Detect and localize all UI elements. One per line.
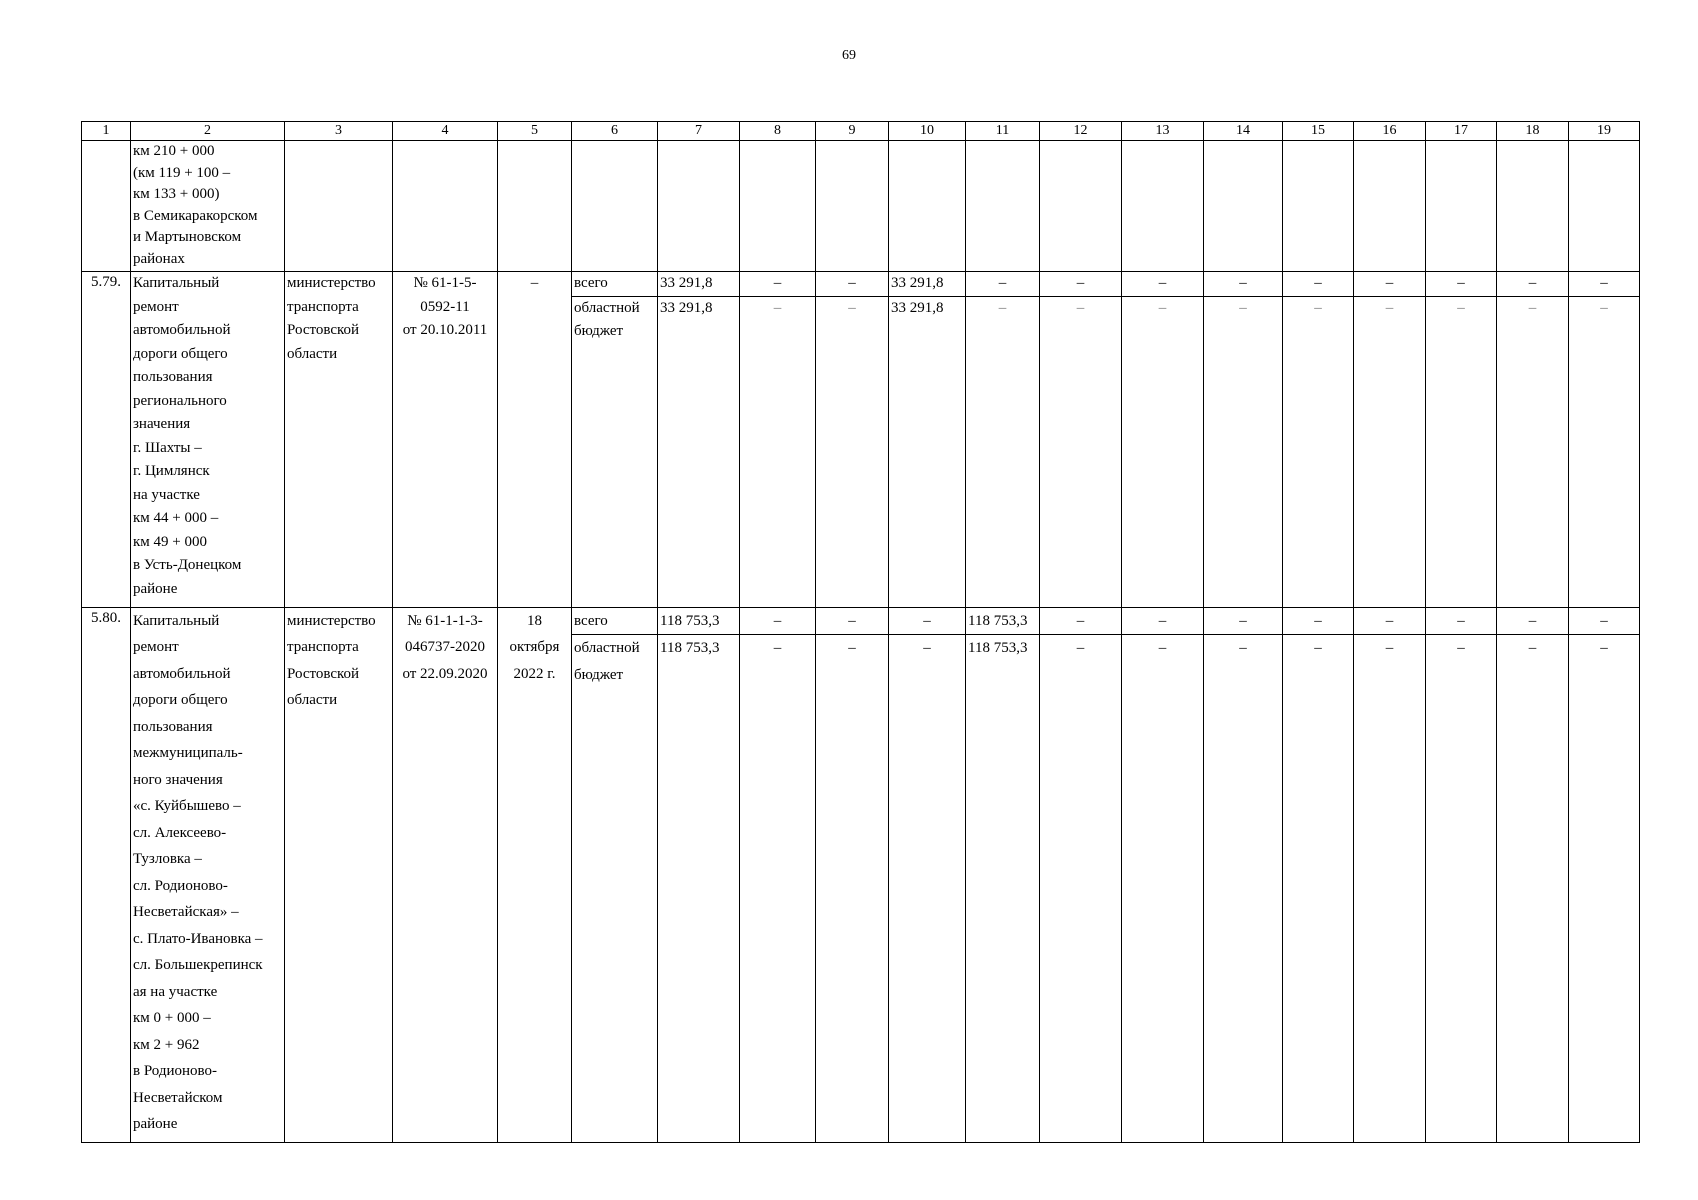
amount-cell: –	[889, 635, 966, 1143]
completion-date: –	[498, 272, 572, 608]
amount-cell: –	[1040, 607, 1122, 635]
amount-cell: –	[1122, 296, 1204, 607]
amount-cell: –	[816, 607, 889, 635]
amount-cell: –	[1426, 296, 1497, 607]
amount-cell: –	[1569, 296, 1640, 607]
amount-cell: –	[1040, 296, 1122, 607]
column-number: 2	[131, 122, 285, 141]
page-number: 69	[842, 48, 856, 63]
amount-cell: 118 753,3	[966, 635, 1040, 1143]
funding-source-label: всего	[572, 272, 658, 297]
empty-cell	[816, 141, 889, 272]
amount-cell: –	[1497, 272, 1569, 297]
amount-cell: –	[1497, 607, 1569, 635]
amount-cell: –	[1204, 607, 1283, 635]
customer-name: министерство транспорта Ростовской области	[285, 272, 393, 608]
amount-cell: –	[1354, 296, 1426, 607]
funding-source-label: областной бюджет	[572, 635, 658, 1143]
column-number: 12	[1040, 122, 1122, 141]
empty-cell	[740, 141, 816, 272]
amount-cell: –	[1354, 635, 1426, 1143]
empty-cell	[393, 141, 498, 272]
empty-cell	[498, 141, 572, 272]
item-number: 5.79.	[82, 272, 131, 608]
column-number: 7	[658, 122, 740, 141]
column-number: 15	[1283, 122, 1354, 141]
column-number: 8	[740, 122, 816, 141]
amount-cell: –	[889, 607, 966, 635]
empty-cell	[1569, 141, 1640, 272]
amount-cell: –	[1354, 272, 1426, 297]
amount-cell: –	[1204, 296, 1283, 607]
amount-cell: –	[816, 635, 889, 1143]
amount-cell: –	[1569, 272, 1640, 297]
column-number: 14	[1204, 122, 1283, 141]
empty-cell	[1354, 141, 1426, 272]
project-row	[82, 272, 1640, 297]
empty-cell	[285, 141, 393, 272]
amount-cell: –	[740, 296, 816, 607]
column-number: 5	[498, 122, 572, 141]
amount-cell: –	[1283, 607, 1354, 635]
column-number: 9	[816, 122, 889, 141]
continued-object-name: км 210 + 000 (км 119 + 100 – км 133 + 000) в Семикаракорском и Мартыновском районах	[131, 141, 285, 272]
empty-cell	[1204, 141, 1283, 272]
column-number: 18	[1497, 122, 1569, 141]
empty-cell	[889, 141, 966, 272]
column-number: 13	[1122, 122, 1204, 141]
object-name: Капитальный ремонт автомобильной дороги общего пользования межмуниципаль- ного значения «с. Куйбышево – сл. Алексеево- Тузловка – сл. Родионово- Несветайская» – с. Плато-Ивановка – сл. Большекрепинск ая на участке км 0 + 000 – км 2 + 962 в Родионово- Несветайском районе	[131, 607, 285, 1143]
amount-cell: –	[740, 635, 816, 1143]
item-number: 5.80.	[82, 607, 131, 1143]
empty-cell	[1426, 141, 1497, 272]
amount-cell: 33 291,8	[658, 296, 740, 607]
column-number: 19	[1569, 122, 1640, 141]
project-document: № 61-1-5- 0592-11 от 20.10.2011	[393, 272, 498, 608]
column-number: 11	[966, 122, 1040, 141]
amount-cell: 118 753,3	[658, 635, 740, 1143]
amount-cell: 33 291,8	[889, 272, 966, 297]
amount-cell: –	[1283, 296, 1354, 607]
amount-cell: –	[1122, 272, 1204, 297]
amount-cell: –	[966, 272, 1040, 297]
table-body	[82, 122, 1640, 1143]
customer-name: министерство транспорта Ростовской области	[285, 607, 393, 1143]
amount-cell: –	[1283, 635, 1354, 1143]
empty-cell	[1497, 141, 1569, 272]
amount-cell: –	[1426, 635, 1497, 1143]
amount-cell: 33 291,8	[658, 272, 740, 297]
amount-cell: –	[1354, 607, 1426, 635]
empty-cell	[572, 141, 658, 272]
amount-cell: –	[1122, 635, 1204, 1143]
amount-cell: –	[816, 296, 889, 607]
amount-cell: –	[740, 272, 816, 297]
column-number: 4	[393, 122, 498, 141]
amount-cell: –	[740, 607, 816, 635]
empty-cell	[1283, 141, 1354, 272]
amount-cell: –	[1040, 272, 1122, 297]
column-number: 10	[889, 122, 966, 141]
amount-cell: –	[1426, 607, 1497, 635]
empty-cell	[966, 141, 1040, 272]
empty-cell	[658, 141, 740, 272]
completion-date: 18 октября 2022 г.	[498, 607, 572, 1143]
object-name: Капитальный ремонт автомобильной дороги общего пользования регионального значения г. Шахты – г. Цимлянск на участке км 44 + 000 – км 49 + 000 в Усть-Донецком районе	[131, 272, 285, 608]
continuation-row	[82, 141, 1640, 272]
amount-cell: 118 753,3	[658, 607, 740, 635]
column-number: 16	[1354, 122, 1426, 141]
column-number: 6	[572, 122, 658, 141]
amount-cell: –	[1569, 635, 1640, 1143]
project-document: № 61-1-1-3- 046737-2020 от 22.09.2020	[393, 607, 498, 1143]
funding-source-label: областной бюджет	[572, 296, 658, 607]
amount-cell: 33 291,8	[889, 296, 966, 607]
amount-cell: –	[1497, 296, 1569, 607]
column-number-row	[82, 122, 1640, 141]
budget-table	[81, 121, 1640, 1143]
funding-source-label: всего	[572, 607, 658, 635]
amount-cell: –	[1122, 607, 1204, 635]
amount-cell: –	[816, 272, 889, 297]
column-number: 17	[1426, 122, 1497, 141]
column-number: 3	[285, 122, 393, 141]
empty-cell	[1040, 141, 1122, 272]
amount-cell: –	[1040, 635, 1122, 1143]
amount-cell: 118 753,3	[966, 607, 1040, 635]
amount-cell: –	[966, 296, 1040, 607]
item-number-cell	[82, 141, 131, 272]
empty-cell	[1122, 141, 1204, 272]
amount-cell: –	[1204, 272, 1283, 297]
amount-cell: –	[1283, 272, 1354, 297]
amount-cell: –	[1497, 635, 1569, 1143]
amount-cell: –	[1204, 635, 1283, 1143]
amount-cell: –	[1569, 607, 1640, 635]
project-row	[82, 607, 1640, 635]
amount-cell: –	[1426, 272, 1497, 297]
column-number: 1	[82, 122, 131, 141]
